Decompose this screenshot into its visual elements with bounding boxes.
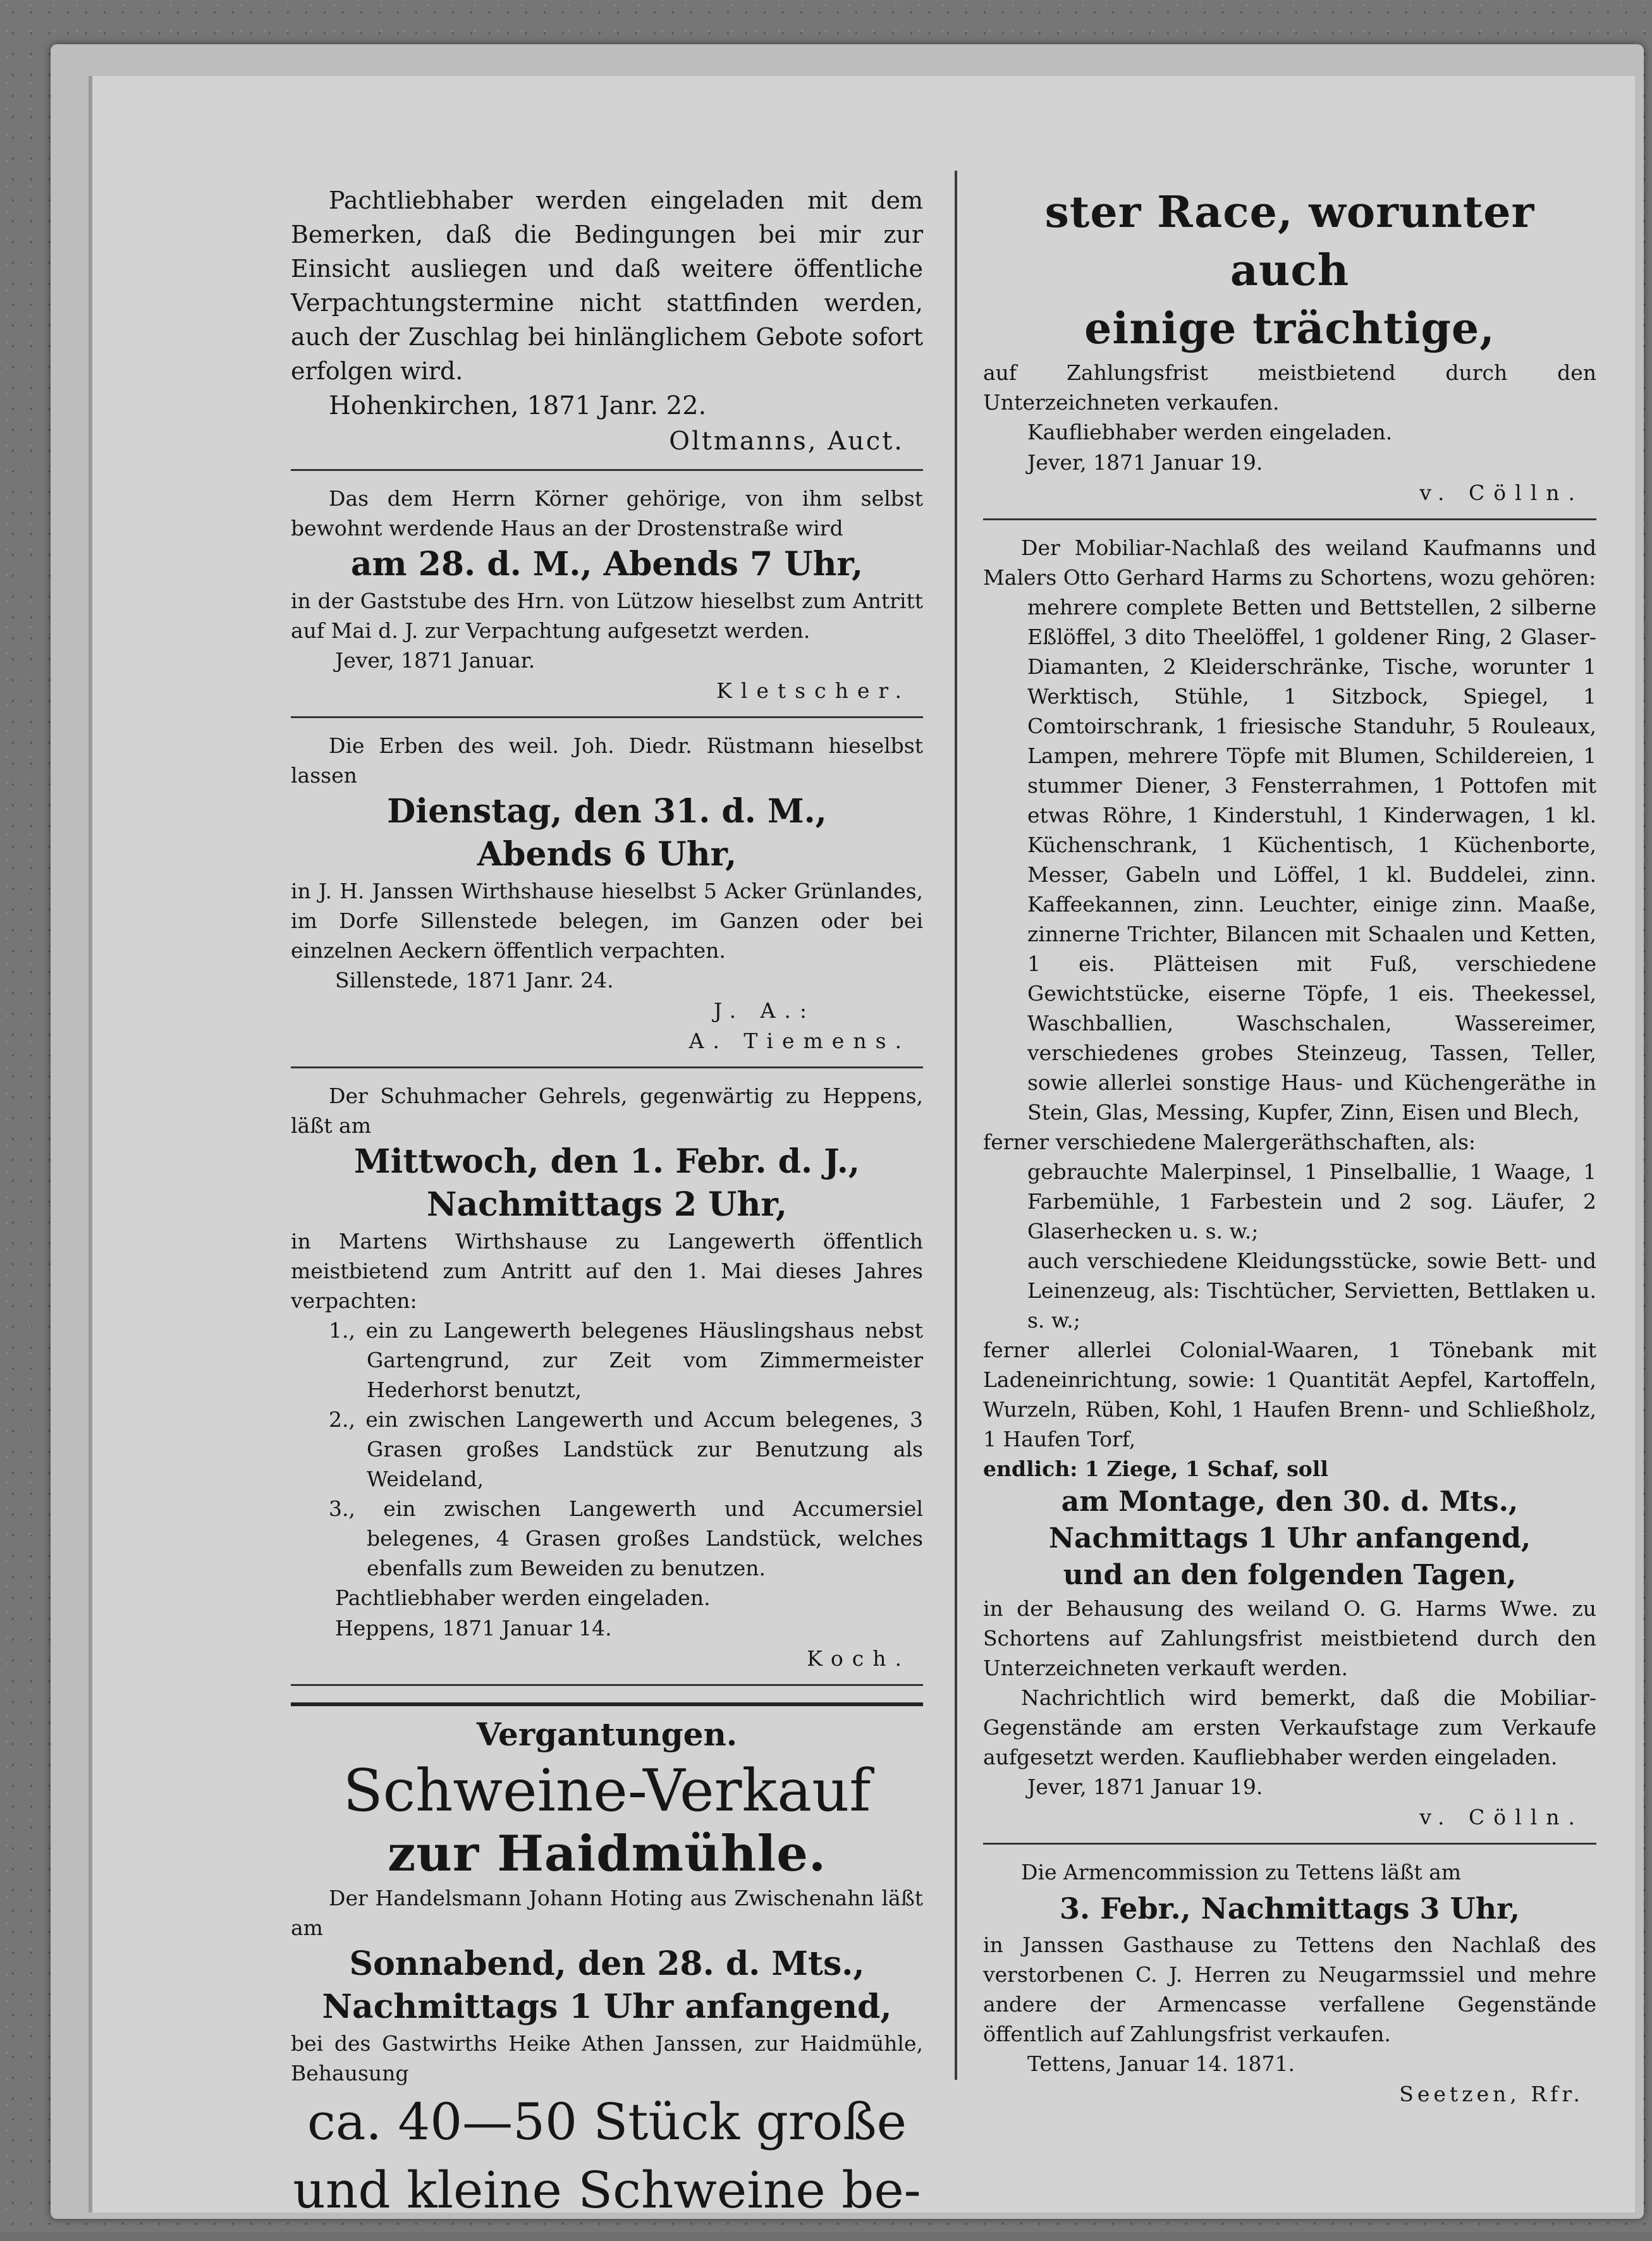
left-column [291, 177, 923, 2241]
ad-date-headline: Sonnabend, den 28. d. Mts., [349, 1945, 865, 1983]
ad-subheadline: zur Haidmühle. [387, 1825, 827, 1883]
ad-text: in Janssen Gasthause zu Tettens den Nachlaß des verstorbenen C. J. Herren zu Neugarmssiel und mehre andere der Armencasse verfallene Gegenstände öffentlich auf Zahlungsfrist verkaufen. [983, 1933, 1596, 2046]
ad-text: endlich: 1 Ziege, 1 Schaf, soll [983, 1456, 1328, 1481]
ad-text: bei des Gastwirths Heike Athen Janssen, zur Haidmühle, Behausung [291, 2031, 923, 2085]
ad-koerner-house [291, 477, 923, 718]
ad-place-date: Jever, 1871 Januar 19. [1027, 1774, 1263, 1799]
ad-text: ferner allerlei Colonial-Waaren, 1 Tönebank mit Ladeneinrichtung, sowie: 1 Quantität Aepfel, Kartoffeln, Wurzeln, Rüben, Kohl, 1 Haufen Brenn- und Schließholz, 1 Haufen Torf, [983, 1338, 1596, 1451]
section-heading: Vergantungen. [291, 1702, 923, 1757]
ad-signature: v. Cölln. [1419, 1805, 1584, 1829]
ad-big-line: ster Race, worunter auch [1044, 187, 1535, 296]
ad-schweine-verkauf [291, 1692, 923, 2235]
ad-gehrels [291, 1075, 923, 1686]
ad-signature: Kletscher. [716, 678, 910, 703]
ad-headline: Schweine-Verkauf [343, 1757, 871, 1824]
ad-signature: Koch. [807, 1646, 910, 1671]
ad-ruestmann [291, 724, 923, 1068]
ad-text: auf Zahlungsfrist meistbietend durch den Unterzeichneten verkaufen. [983, 360, 1596, 415]
ad-intro: Die Armencommission zu Tettens läßt am [1021, 1860, 1462, 1884]
ad-text: in der Behausung des weiland O. G. Harms Wwe. zu Schortens auf Zahlungsfrist meistbietend durch den Unterzeichneten verkauft werden. [983, 1596, 1596, 1680]
ad-hohenkirchen [291, 177, 923, 471]
ad-big-line: ca. 40—50 Stück große [307, 2092, 907, 2151]
ad-date-headline: Dienstag, den 31. d. M., [387, 792, 827, 831]
ad-closing: Kaufliebhaber werden eingeladen. [1027, 420, 1393, 444]
ad-date-headline: Mittwoch, den 1. Febr. d. J., [354, 1142, 860, 1181]
ad-item-list: mehrere complete Betten und Bettstellen, 2 silberne Eßlöffel, 3 dito Theelöffel, 1 goldener Ring, 2 Glaser-Diamanten, 2 Kleiderschränke, Tische, worunter 1 Werktisch, Stühle, 1 Sitzbock, Spiegel, 1 Comtoirschrank, 1 friesische Standuhr, 5 Rouleaux, Lampen, mehrere Töpfe mit Blumen, Schildereien, 1 stummer Diener, 3 Fensterrahmen, 1 Pottofen mit etwas Röhre, 1 Kinderstuhl, 1 Kinderwagen, 1 kl. Küchenschrank, 1 Küchentisch, 1 Küchenborte, Messer, Gabeln und Löffel, 1 kl. Buddelei, zinn. Kaffeekannen, zinn. Leuchter, einige zinn. Maaße, zinnerne Trichter, Bilancen mit Schaalen und Ketten, 1 eis. Plätteisen mit Fuß, verschiedene Gewichtstücke, eiserne Töpfe, 1 eis. Theekessel, Waschballien, Waschschalen, Wassereimer, verschiedenes grobes Steinzeug, Tassen, Teller, sowie allerlei sonstige Haus- und Küchengeräthe in Stein, Glas, Messing, Kupfer, Zinn, Eisen und Blech, [1027, 595, 1596, 1125]
list-item: 2., ein zwischen Langewerth und Accum belegenes, 3 Grasen großes Landstück zur Benutzung als Weideland, [329, 1407, 923, 1491]
ad-text: in J. H. Janssen Wirthshause hieselbst 5 Acker Grünlandes, im Dorfe Sillenstede belegen, im Ganzen oder bei einzelnen Aeckern öffentlich verpachten. [291, 879, 923, 963]
ad-place-date: Sillenstede, 1871 Janr. 24. [335, 968, 614, 992]
ad-item-list: gebrauchte Malerpinsel, 1 Pinselballie, 1 Waage, 1 Farbemühle, 1 Farbestein und 2 sog. Läufer, 2 Glaserhecken u. s. w.; [1027, 1159, 1596, 1243]
right-column [983, 177, 1596, 2126]
ad-date-headline: am Montage, den 30. d. Mts., [1061, 1486, 1519, 1518]
ad-place-date: Heppens, 1871 Januar 14. [335, 1616, 612, 1640]
ad-big-line: einige trächtige, [1084, 303, 1495, 354]
ad-signature: Seetzen, Rfr. [1399, 2082, 1584, 2106]
ad-place-date: Hohenkirchen, 1871 Janr. 22. [329, 391, 707, 420]
ad-signature: v. Cölln. [1419, 480, 1584, 505]
ad-sign-prefix: J. A.: [713, 998, 816, 1023]
ad-continuation [983, 177, 1596, 520]
ad-date-headline: 3. Febr., Nachmittags 3 Uhr, [1060, 1891, 1520, 1926]
ad-item-list: auch verschiedene Kleidungsstücke, sowie Bett- und Leinenzeug, als: Tischtücher, Servietten, Bettlaken u. s. w.; [1027, 1249, 1596, 1333]
ad-place-date: Jever, 1871 Januar. [335, 648, 535, 673]
ad-intro: Das dem Herrn Körner gehörige, von ihm selbst bewohnt werdende Haus an der Drostenstraße wird [291, 486, 923, 540]
ad-time-headline: Nachmittags 1 Uhr anfangend, [1048, 1522, 1531, 1554]
ad-signature: Oltmanns, Auct. [669, 427, 904, 456]
ad-harms-nachlass [983, 527, 1596, 1845]
ad-intro: Der Schuhmacher Gehrels, gegenwärtig zu Heppens, läßt am [291, 1084, 923, 1138]
list-item: 1., ein zu Langewerth belegenes Häuslingshaus nebst Gartengrund, zur Zeit vom Zimmermeister Hederhorst benutzt, [329, 1318, 923, 1402]
ad-text: in Martens Wirthshause zu Langewerth öffentlich meistbietend zum Antritt auf den 1. Mai dieses Jahres verpachten: [291, 1229, 923, 1313]
ad-signature: A. Tiemens. [688, 1029, 910, 1053]
ad-time-headline: Nachmittags 1 Uhr anfangend, [322, 1988, 892, 2026]
ad-place-date: Jever, 1871 Januar 19. [1027, 450, 1263, 475]
ad-intro: Der Handelsmann Johann Hoting aus Zwischenahn läßt am [291, 1886, 923, 1940]
ad-intro: Der Mobiliar-Nachlaß des weiland Kaufmanns und Malers Otto Gerhard Harms zu Schortens, wozu gehören: [983, 535, 1596, 590]
ad-text: ferner verschiedene Malergeräthschaften, als: [983, 1130, 1476, 1154]
ad-place-date: Tettens, Januar 14. 1871. [1027, 2051, 1295, 2076]
ad-armencommission [983, 1851, 1596, 2120]
column-divider [955, 171, 957, 2080]
list-item: 3., ein zwischen Langewerth und Accumersiel belegenes, 4 Grasen großes Landstück, welches ebenfalls zum Beweiden zu benutzen. [329, 1496, 923, 1580]
ad-time-headline: Nachmittags 2 Uhr, [426, 1185, 788, 1224]
ad-text: in der Gaststube des Hrn. von Lützow hieselbst zum Antritt auf Mai d. J. zur Verpachtung aufgesetzt werden. [291, 589, 923, 643]
ad-closing: Pachtliebhaber werden eingeladen. [335, 1585, 711, 1610]
ad-note: Nachrichtlich wird bemerkt, daß die Mobiliar-Gegenstände am ersten Verkaufstage zum Verkaufe aufgesetzt werden. Kaufliebhaber werden eingeladen. [983, 1685, 1596, 1769]
ad-date-headline: am 28. d. M., Abends 7 Uhr, [350, 545, 864, 583]
ad-big-line: und kleine Schweine be- [293, 2161, 921, 2220]
ad-text: Pachtliebhaber werden eingeladen mit dem Bemerken, daß die Bedingungen bei mir zur Einsicht ausliegen und daß weitere öffentliche Verpachtungstermine nicht stattfinden werden, auch der Zuschlag bei hinlänglichem Gebote sofort erfolgen wird. [291, 186, 923, 385]
ad-intro: Die Erben des weil. Joh. Diedr. Rüstmann hieselbst lassen [291, 733, 923, 788]
ad-time-headline: Abends 6 Uhr, [477, 835, 737, 874]
ad-days-headline: und an den folgenden Tagen, [1063, 1559, 1517, 1591]
